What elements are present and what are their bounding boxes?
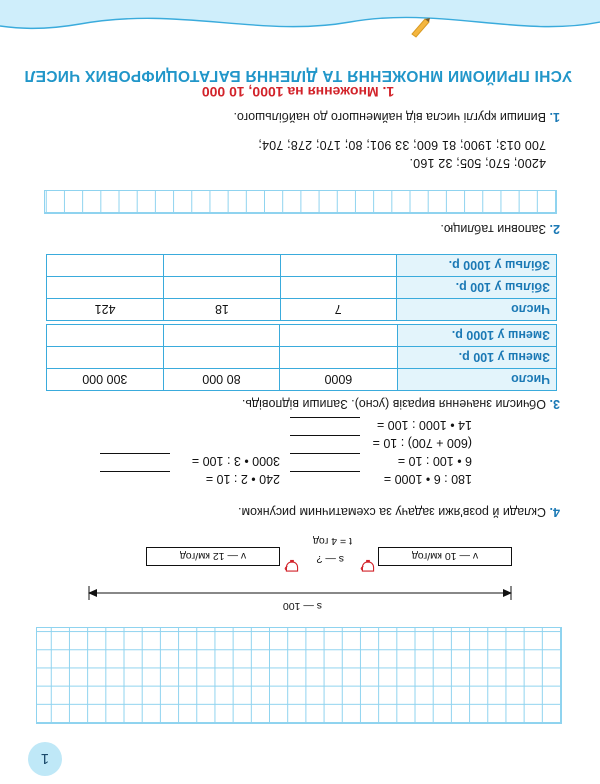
table-row [47,325,557,347]
footer-wave [0,0,600,48]
cup-marker-right-icon [284,559,300,572]
schematic-drawing [88,532,512,612]
pencil-mascot-icon [408,16,434,42]
table-a-cell[interactable] [164,255,281,277]
calc-right-1: 3000 • 3 : 100 = [191,454,280,468]
exercise-1-number: 1. [549,110,560,124]
table-a-value-2: 18 [164,299,281,321]
table-b-cell[interactable] [163,325,280,347]
cup-marker-left-icon [360,559,376,572]
calc-left-1: 14 • 1000 : 100 = [376,418,472,432]
table-row [47,369,557,391]
exercise-2-number: 2. [549,222,560,236]
time-label: t = 4 год [313,535,352,547]
table-row [47,255,557,277]
table-b-value-3: 300 000 [47,369,164,391]
calc-left-4: 180 : 6 • 1000 = [383,472,472,486]
table-b-row-label-2: Зменш у 1000 р. [397,325,556,347]
calc-left-2: (600 + 700) : 10 = [372,436,472,450]
answer-line[interactable] [290,471,360,472]
exercise-1-line-2: 4200; 570; 505; 32 160. [409,156,546,170]
exercise-4-number: 4. [549,505,560,519]
table-b-cell[interactable] [280,347,397,369]
table-row [47,347,557,369]
answer-line[interactable] [290,435,360,436]
page-title: УСНІ ПРИЙОМИ МНОЖЕННЯ ТА ДІЛЕННЯ БАГАТОЦИФРОВИХ ЧИСЕЛ [24,67,572,84]
answer-line[interactable] [100,471,170,472]
exercise-1-line-1: 700 013; 1900; 81 600; 33 901; 80; 170; 278; 704; [258,138,546,152]
table-a-row-label-2: Збільш у 1000 р. [396,255,556,277]
left-speed-box: v — 10 км/год [378,547,512,566]
exercise-1-text: Випиши круглі числа від найменшого до найбільшого. [233,110,546,124]
table-b-value-2: 80 000 [163,369,280,391]
answer-grid-strip[interactable] [44,190,557,214]
table-b-value-1: 6000 [280,369,397,391]
table-a-cell[interactable] [280,277,396,299]
table-a-value-1: 7 [280,299,396,321]
exercise-4-text: Склади й розв'яжи задачу за схематичним рисунком. [238,505,546,519]
table-b-cell[interactable] [47,325,164,347]
answer-line[interactable] [290,453,360,454]
page-number: 1 [28,742,62,776]
answer-line[interactable] [100,453,170,454]
exercise-3-number: 3. [549,397,560,411]
table-row [47,277,557,299]
table-a-header: Число [396,299,556,321]
table-b-header: Число [397,369,556,391]
table-row [47,299,557,321]
total-distance-label: s — 100 [282,600,322,612]
table-a-row-label-1: Збільш у 100 р. [396,277,556,299]
total-distance-arrow [88,586,512,600]
right-speed-box: v — 12 км/год [146,547,280,566]
table-a-cell[interactable] [164,277,281,299]
table-a-cell[interactable] [47,277,164,299]
calc-left-3: 6 • 100 : 10 = [397,454,472,468]
table-decrease[interactable] [46,324,557,391]
calc-right-2: 240 • 2 : 10 = [205,472,280,486]
section-title: 1. Множення на 1000, 10 000 [201,84,395,100]
exercise-2-text: Заповни таблицю. [440,222,546,236]
middle-distance-label: s — ? [316,553,344,565]
table-a-value-3: 421 [47,299,164,321]
table-a-cell[interactable] [47,255,164,277]
table-b-cell[interactable] [280,325,397,347]
working-grid[interactable] [36,627,562,724]
table-increase[interactable] [46,254,557,321]
exercise-3-text: Обчисли значення виразів (усно). Запиши відповідь. [241,397,546,411]
table-b-cell[interactable] [47,347,164,369]
table-a-cell[interactable] [280,255,396,277]
table-b-cell[interactable] [163,347,280,369]
answer-line[interactable] [290,417,360,418]
table-b-row-label-1: Зменш у 100 р. [397,347,556,369]
